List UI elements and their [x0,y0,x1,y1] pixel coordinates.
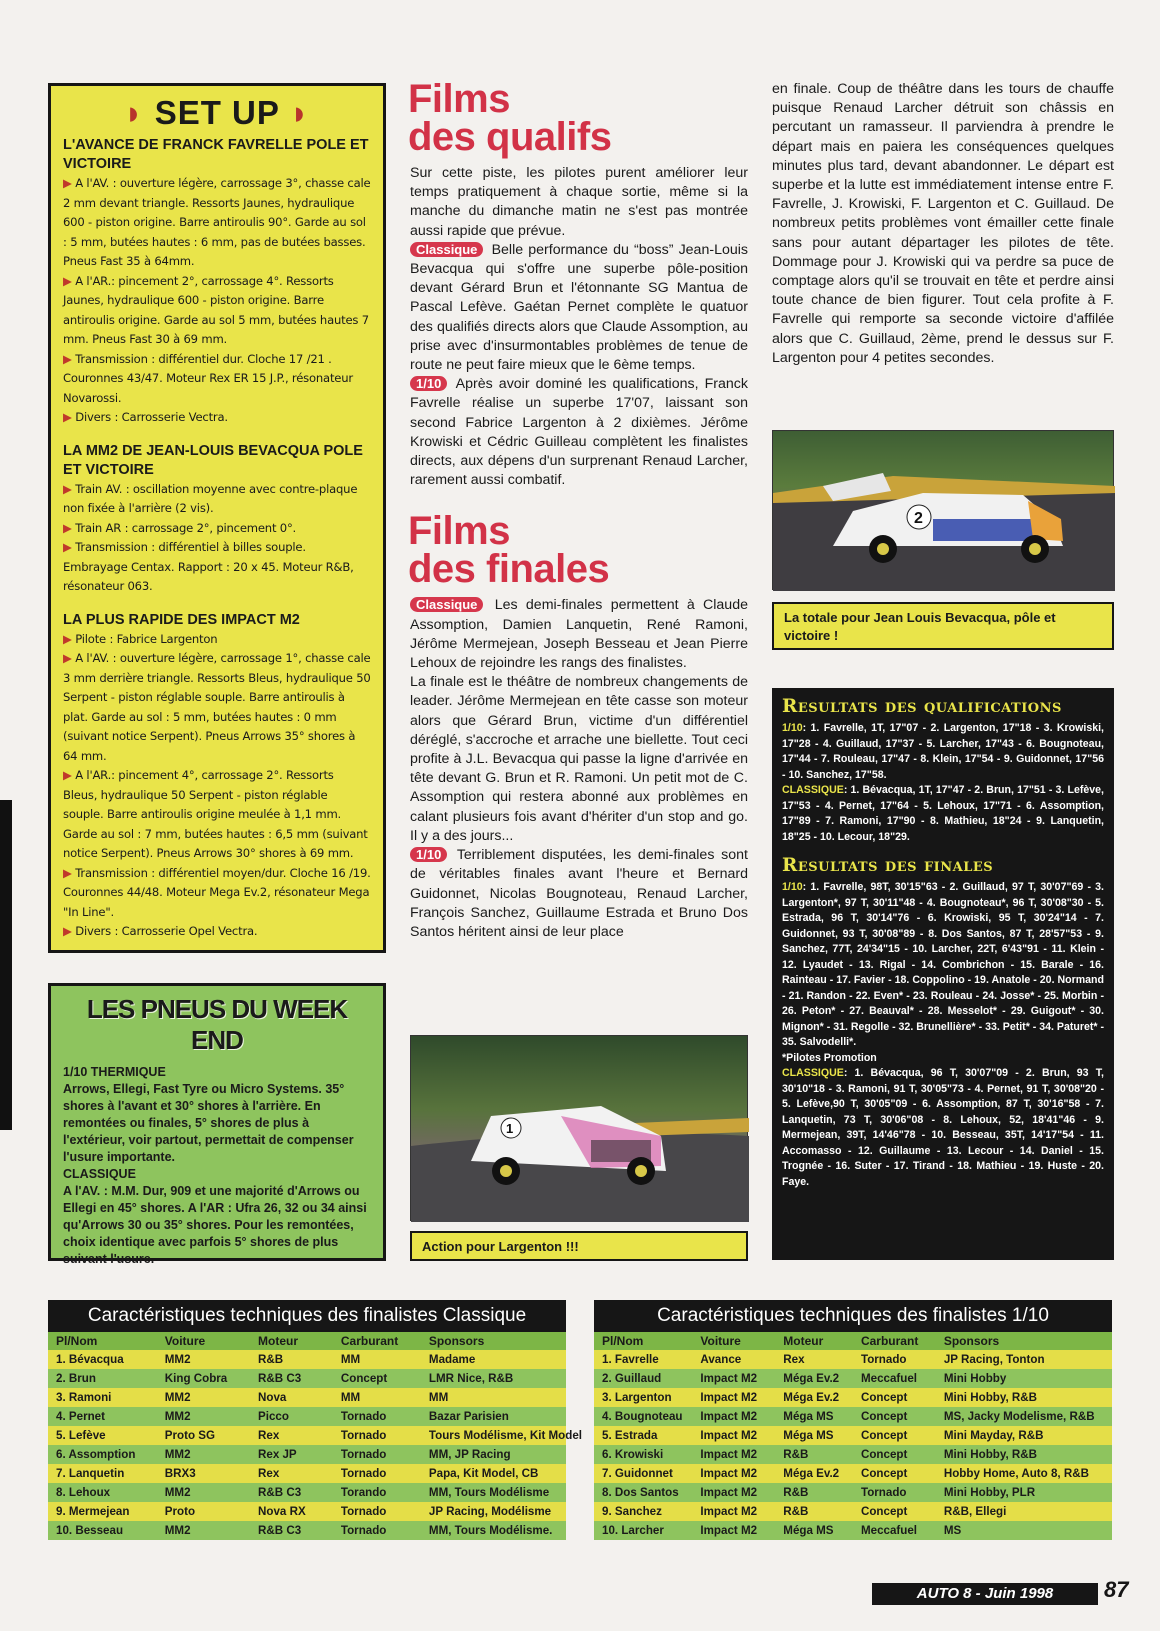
table-cell: Bazar Parisien [421,1407,566,1426]
table-cell: BRX3 [157,1464,250,1483]
table-cell: Concept [333,1369,421,1388]
setup-favrelle-trans: Transmission : différentiel dur. Cloche 17 /21 . Couronnes 43/47. Moteur Rex ER 15 J.P., résonateur Novarossi. [63,351,353,405]
promotion-note: *Pilotes Promotion [782,1051,877,1064]
photo-caption-largenton: Action pour Largenton !!! [410,1231,748,1261]
table-cell: Méga MS [775,1407,853,1426]
table-row [48,1407,566,1426]
tenth-scale-tag: 1/10 [410,376,447,391]
setup-impact-ar: A l'AR.: pincement 4°, carrossage 2°. Ressorts Bleus, hydraulique 50 Serpent - piston réglable souple. Barre antiroulis origine meulée à 1,1 mm. Garde au sol : 7 mm, butées hautes : 6,5 mm (suivant notice Serpent). Pneus Arrows 30° shores à 69 mm. [63,768,368,860]
svg-text:2: 2 [914,510,923,527]
race-car-photo-largenton [410,1035,748,1221]
finales-p3: Terriblement disputées, les demi-finales sont de véritables finales avant l'heure et Bernard Guidonnet, Nicolas Bougnoteau, Renaud Larcher, François Sanchez, Guillaume Estrada et Bruno Dos Santos héritent ainsi de leur place [410,847,748,940]
table-cell: 3. Ramoni [48,1388,157,1407]
setup-bevacqua-trans: Transmission : différentiel à billes souple. Embrayage Centax. Rapport : 20 x 45. Moteur R&B, résonateur 063. [63,540,354,593]
table-cell: Tours Modélisme, Kit Model [421,1426,566,1445]
table-cell: Concept [853,1388,936,1407]
final-results-110: : 1. Favrelle, 98T, 30'15"63 - 2. Guillaud, 97 T, 30'07"69 - 3. Largenton*, 97 T, 30'11"48 - 4. Bougnoteau*, 96 T, 30'08"30 - 5. Estrada, 96 T, 30'14"76 - 6. Krowiski, 95 T, 30'24"14 - 7. Guidonnet, 93 T, 30'08"89 - 8. Dos Santos, 87 T, 28'57"53 - 9. Sanchez, 77T, 24'34"15 - 10. Larcher, 22T, 6'43"91 - 11. Klein - 12. Lyaudet - 13. Rigal - 14. Combrichon - 15. Barale - 16. Rainteau - 17. Favier - 18. Coppolino - 19. Anatole - 20. Normand - 21. Randon - 22. Even* - 23. Rouleau - 24. Josse* - 25. Morbin - 26. Peton* - 27. Beauval* - 28. Messelot* - 29. Guigout* - 30. Mignon* - 31. Regolle - 32. Brunellière* - 33. Petit* - 34. Paturet* - 35. Salvodelli*. [782,881,1105,1048]
table-cell: 4. Pernet [48,1407,157,1426]
tyres-classique-text: A l'AV. : M.M. Dur, 909 et une majorité d'Arrows ou Ellegi en 45° shores. A l'AR : Ufra 26, 32 ou 34 ainsi qu'Arrows 30 ou 35° shores. Pour les remontées, choix identique avec parfois 5° shores de plus suivant l'usure. [63,1184,367,1266]
table-cell: Impact M2 [692,1369,775,1388]
table-cell: Méga MS [775,1521,853,1540]
table-cell: Méga Ev.2 [775,1369,853,1388]
setup-impact-av: A l'AV. : ouverture légère, carrossage 1°, chasse cale 3 mm derrière triangle. Ressorts Bleus, hydraulique 50 Serpent - piston réglable souple. Barre antiroulis à plat. Garde au sol : 5 mm, butées hautes : 0 mm (suivant notice Serpent). Pneus Arrows 35° shores à 64 mm. [63,651,371,763]
table-cell: 6. Assomption [48,1445,157,1464]
race-car-photo-bevacqua [772,430,1114,590]
table-row [594,1483,1112,1502]
table-cell: Tornado [333,1464,421,1483]
setup-title: ◗ SET UP ◗ [123,94,311,131]
table-cell: Rex [775,1350,853,1369]
table-cell: Mini Hobby [936,1369,1112,1388]
setup-impact-divers: Divers : Carrosserie Opel Vectra. [75,924,258,938]
table-cell: Impact M2 [692,1407,775,1426]
table-cell: MM, JP Racing [421,1445,566,1464]
table-cell: 4. Bougnoteau [594,1407,692,1426]
table-cell: 9. Mermejean [48,1502,157,1521]
classique-tag: Classique [410,597,483,612]
table-header-cell: Pl/Nom [594,1332,692,1350]
setup-box: ◗ SET UP ◗ L'AVANCE DE FRANCK FAVRELLE POLE ET VICTOIRE ▶ A l'AV. : ouverture légère, carrossage 3°, chasse cale 2 mm devant triangle. Ressorts Jaunes, hydraulique 600 - piston origine. Barre antiroulis 90°. Garde au sol : 5 mm, butées hautes : 6 mm, pas de butées basses. Pneus Fast 35 à 64mm. ▶ A l'AR.: pincement 2°, carrossage 4°. Ressorts Jaunes, hydraulique 600 - piston origine. Barre antiroulis origine. Garde au sol 5 mm, butées hautes 7 mm. Pneus Fast 30 à 69 mm. ▶ Transmission : différentiel dur. Cloche 17 /21 . Couronnes 43/47. Moteur Rex ER 15 J.P., résonateur Novarossi. ▶ Divers : Carrosserie Vectra. LA MM2 DE JEAN-LOUIS BEVACQUA POLE ET VICTOIRE ▶ Train AV. : oscillation moyenne avec contre-plaque non fixée à l'arrière (2 vis). ▶ Train AR : carrossage 2°, pincement 0°. ▶ Transmission : différentiel à billes souple. Embrayage Centax. Rapport : 20 x 45. Moteur R&B, résonateur 063. LA PLUS RAPIDE DES IMPACT M2 ▶ Pilote : Fabrice Largenton ▶ A l'AV. : ouverture légère, carrossage 1°, chasse cale 3 mm derrière triangle. Ressorts Bleus, hydraulique 50 Serpent - piston réglable souple. Barre antiroulis à plat. Garde au sol : 5 mm, butées hautes : 0 mm (suivant notice Serpent). Pneus Arrows 35° shores à 64 mm. ▶ A l'AR.: pincement 4°, carrossage 2°. Ressorts Bleus, hydraulique 50 Serpent - piston réglable souple. Barre antiroulis origine meulée à 1,1 mm. Garde au sol : 7 mm, butées hautes : 6,5 mm (suivant notice Serpent). Pneus Arrows 30° shores à 69 mm. ▶ Transmission : différentiel moyen/dur. Cloche 16 /19. Couronnes 44/48. Moteur Mega Ev.2, résonateur Mega "In Line". ▶ Divers : Carrosserie Opel Vectra. [48,83,386,953]
setup-favrelle-divers: Divers : Carrosserie Vectra. [75,410,228,424]
table-row [48,1502,566,1521]
qualif-results-classique: : 1. Bévacqua, 1T, 17"47 - 2. Brun, 17"51 - 3. Lefève, 17"53 - 4. Pernet, 17"64 - 5. Lehoux, 17"71 - 6. Assomption, 17"89 - 7. Ramoni, 17"90 - 8. Mathieu, 18"24 - 9. Lanquetin, 18"25 - 10. Lecour, 18"29. [782,784,1104,843]
table-cell: 5. Estrada [594,1426,692,1445]
results-label: 1/10 [782,881,803,893]
table-cell: MM2 [157,1388,250,1407]
table-row [594,1502,1112,1521]
final-results-classique: : 1. Bévacqua, 96 T, 30'07"09 - 2. Brun, 93 T, 30'10"18 - 3. Ramoni, 91 T, 30'05"73 - 4. Pernet, 91 T, 30'08"20 - 5. Lefève,90 T, 30'05"09 - 6. Assomption, 87 T, 30'16"58 - 7. Lanquetin, 73 T, 30'06"08 - 8. Lehoux, 52, 18'41"46 - 9. Mermejean, 39T, 14'46"78 - 10. Besseau, 35T, 14'17"54 - 11. Accomasso - 12. Guillaume - 13. Lecour - 14. Daniel - 15. Trognée - 16. Suter - 17. Tirand - 18. Mathieu - 19. Huste - 20. Faye. [782,1067,1104,1188]
table-cell: JP Racing, Modélisme [421,1502,566,1521]
table-cell: Proto [157,1502,250,1521]
qualifs-classique-text: Belle performance du “boss” Jean-Louis Bevacqua qui s'offre une superbe pôle-position devant Gérard Brun et l'étonnante SG Mantua de Pascal Lefève. Gaétan Pernet complète le quatuor des qualifiés directs alors que Claude Assomption, au prise avec d'insurmontables problèmes de tenue de route ne peut faire mieux que le 6ème temps. [410,241,748,374]
table-row [48,1426,566,1445]
qualifs-intro: Sur cette piste, les pilotes purent améliorer leur temps pratiquement à chaque sortie, même si la manche du dimanche matin ne s'est pas montrée aussi rapide que prévue. [410,165,748,239]
table-cell: R&B [775,1502,853,1521]
table-cell: Mini Mayday, R&B [936,1426,1112,1445]
table-cell: MM [333,1350,421,1369]
setup-impact-heading: LA PLUS RAPIDE DES IMPACT M2 [63,611,300,628]
table-cell: 8. Dos Santos [594,1483,692,1502]
table-cell: 6. Krowiski [594,1445,692,1464]
table-row [594,1407,1112,1426]
table-header-cell: Carburant [333,1332,421,1350]
table-cell: Nova [250,1388,333,1407]
article-column-middle [408,77,748,942]
final-results-title: Resultats des finales [782,855,994,876]
table-cell: Impact M2 [692,1502,775,1521]
table-cell: Impact M2 [692,1426,775,1445]
table-cell: King Cobra [157,1369,250,1388]
table-classique [48,1300,583,1540]
table-header-cell: Voiture [692,1332,775,1350]
table-header-cell: Carburant [853,1332,936,1350]
table-cell: 1. Favrelle [594,1350,692,1369]
table-cell: Avance [692,1350,775,1369]
table-cell: MM2 [157,1407,250,1426]
qualif-results-110: : 1. Favrelle, 1T, 17"07 - 2. Largenton, 17"18 - 3. Krowiski, 17"28 - 4. Guillaud, 17"37 - 5. Larcher, 17"43 - 6. Bougnoteau, 17"44 - 7. Rouleau, 17"47 - 8. Klein, 17"54 - 9. Guidonnet, 17"56 - 10. Sanchez, 17"58. [782,722,1104,781]
setup-bevacqua-av: Train AV. : oscillation moyenne avec contre-plaque non fixée à l'arrière (2 vis). [63,481,358,515]
table-cell: Tornado [333,1521,421,1540]
table-cell: MS, Jacky Modelisme, R&B [936,1407,1112,1426]
table-cell: Tornado [333,1445,421,1464]
table-cell: Méga Ev.2 [775,1464,853,1483]
table-cell: 7. Lanquetin [48,1464,157,1483]
table-classique-title: Caractéristiques techniques des finalistes Classique [48,1300,566,1332]
table-cell: LMR Nice, R&B [421,1369,566,1388]
finales-p2: La finale est le théâtre de nombreux changements de leader. Jérôme Mermejean en tête casse son moteur alors que Gérard Brun, victime d'un différentiel déréglé, s'accroche et arrache une biellette. Tout ceci profite à J.L. Bevacqua qui passe la ligne d'arrivée en tête devant G. Brun et R. Ramoni. Un petit mot de C. Assomption qui restera abonné aux problèmes en calant plusieurs fois avant d'hériter d'un stop and go. Il y a des jours... [410,674,748,844]
table-cell: Impact M2 [692,1521,775,1540]
table-cell: 10. Larcher [594,1521,692,1540]
table-cell: Hobby Home, Auto 8, R&B [936,1464,1112,1483]
table-cell: R&B, Ellegi [936,1502,1112,1521]
table-row [594,1369,1112,1388]
table-cell: Impact M2 [692,1445,775,1464]
magazine-footer: AUTO 8 - Juin 1998 [872,1583,1098,1605]
page-edge-decoration [0,800,12,1130]
table-cell: MS [936,1521,1112,1540]
table-cell: 10. Besseau [48,1521,157,1540]
table-cell: 7. Guidonnet [594,1464,692,1483]
table-cell: MM [333,1388,421,1407]
table-cell: Mini Hobby, PLR [936,1483,1112,1502]
race-car-illustration [773,431,1115,591]
table-row [48,1388,566,1407]
table-cell: 2. Guillaud [594,1369,692,1388]
table-cell: MM2 [157,1445,250,1464]
setup-impact-trans: Transmission : différentiel moyen/dur. Cloche 16 /19. Couronnes 44/48. Moteur Mega Ev.2, résonateur Mega "In Line". [63,865,371,919]
table-cell: Meccafuel [853,1369,936,1388]
table-cell: Impact M2 [692,1483,775,1502]
table-cell: Impact M2 [692,1388,775,1407]
table-cell: R&B [250,1350,333,1369]
tyres-classique-heading: CLASSIQUE [63,1167,136,1181]
table-cell: Concept [853,1502,936,1521]
classique-tag: Classique [410,242,483,257]
setup-favrelle-av: A l'AV. : ouverture légère, carrossage 3°, chasse cale 2 mm devant triangle. Ressorts Jaunes, hydraulique 600 - piston origine. Barre antiroulis 90°. Garde au sol : 5 mm, butées hautes : 6 mm, pas de butées basses. Pneus Fast 35 à 64mm. [63,176,371,268]
table-cell: Tornado [853,1483,936,1502]
table-header-cell: Sponsors [936,1332,1112,1350]
table-cell: Papa, Kit Model, CB [421,1464,566,1483]
table-cell: 8. Lehoux [48,1483,157,1502]
table-cell: Madame [421,1350,566,1369]
setup-bevacqua-ar: Train AR : carrossage 2°, pincement 0°. [75,520,297,535]
table-cell: Tornado [853,1350,936,1369]
table-cell: Concept [853,1445,936,1464]
table-cell: Rex [250,1426,333,1445]
table-row [594,1445,1112,1464]
table-row [48,1464,566,1483]
table-header-cell: Sponsors [421,1332,566,1350]
table-cell: MM2 [157,1483,250,1502]
results-label: CLASSIQUE [782,784,844,796]
table-cell: 2. Brun [48,1369,157,1388]
setup-bevacqua-heading: LA MM2 DE JEAN-LOUIS BEVACQUA POLE ET VICTOIRE [63,442,363,478]
table-cell: Tornado [333,1502,421,1521]
table-cell: Méga Ev.2 [775,1388,853,1407]
table-cell: Picco [250,1407,333,1426]
qualifs-110-text: Après avoir dominé les qualifications, Franck Favrelle réalise un superbe 17'07, laissant son second Fabrice Largenton à 2 dixièmes. Jérôme Krowiski et Cédric Guilleau complètent les finalistes directs, aux dépens d'un surprenant Renaud Larcher, rarement aussi combatif. [410,376,748,489]
table-tenth-scale [594,1300,1112,1540]
setup-favrelle-ar: A l'AR.: pincement 2°, carrossage 4°. Ressorts Jaunes, hydraulique 600 - piston origine. Barre antiroulis origine. Garde au sol 5 mm, butées hautes 7 mm. Pneus Fast 30 à 69 mm. [63,273,369,346]
tyres-box [48,983,386,1266]
table-header-cell: Pl/Nom [48,1332,157,1350]
table-cell: Tornado [333,1407,421,1426]
setup-favrelle-heading: L'AVANCE DE FRANCK FAVRELLE POLE ET VICTOIRE [63,137,369,172]
table-cell: R&B C3 [250,1369,333,1388]
table-row [594,1388,1112,1407]
table-row [48,1369,566,1388]
table-cell: R&B C3 [250,1521,333,1540]
finales-p4: en finale. Coup de théâtre dans les tours de chauffe puisque Renaud Larcher détruit son châssis en percutant un ramasseur. Il parviendra à prendre le départ mais en paiera les conséquences quelques minutes plus tard, devant abandonner. Le départ est superbe et la lutte est immédiatement intense entre F. Favrelle, J. Krowiski, F. Largenton et C. Guillaud. De nombreux petits problèmes vont émailler cette finale sans pour autant départager les pilotes de tête. Dommage pour J. Krowiski qui va perdre sa puce de comptage alors qu'il se trouvait en tête et perdre ainsi toute chance de bien figurer. Tout cela profite à F. Favrelle qui remporte sa seconde victoire d'affilée alors que C. Guillaud, 2ème, prend le dessus sur F. Largenton pour 4 petites secondes. [772,81,1114,366]
finales-p1: Les demi-finales permettent à Claude Assomption, Damien Lanquetin, René Ramoni, Jérôme Mermejean, Joseph Besseau et Jean Pierre Lehoux de rejoindre les rangs des finalistes. [410,597,748,672]
page-number: 87 [1104,1577,1129,1602]
table-header-cell: Moteur [250,1332,333,1350]
table-cell: Proto SG [157,1426,250,1445]
table-cell: 1. Bévacqua [48,1350,157,1369]
finales-title: Films des finales [408,509,610,592]
tyres-title: LES PNEUS DU WEEK END [86,994,348,1055]
table-row [48,1350,566,1369]
table-tenth-scale-title: Caractéristiques techniques des finalistes 1/10 [594,1300,1112,1332]
svg-text:1: 1 [506,1121,514,1136]
table-cell: MM2 [157,1521,250,1540]
results-label: CLASSIQUE [782,1067,844,1079]
tenth-scale-tag: 1/10 [410,847,447,862]
table-row [594,1464,1112,1483]
table-cell: Concept [853,1407,936,1426]
table-cell: Méga MS [775,1426,853,1445]
table-row [594,1426,1112,1445]
qualifs-title: Films des qualifs [408,77,612,159]
table-cell: MM, Tours Modélisme [421,1483,566,1502]
table-cell: Mini Hobby, R&B [936,1388,1112,1407]
results-box [772,688,1114,1260]
table-cell: Nova RX [250,1502,333,1521]
table-cell: Mini Hobby, R&B [936,1445,1112,1464]
tyres-110-heading: 1/10 THERMIQUE [63,1065,166,1079]
race-car-illustration [411,1036,749,1222]
table-cell: MM [421,1388,566,1407]
table-cell: Rex [250,1464,333,1483]
table-row [48,1445,566,1464]
table-cell: Concept [853,1426,936,1445]
photo-caption-bevacqua: La totale pour Jean Louis Bevacqua, pôle et victoire ! [772,602,1114,650]
table-cell: R&B C3 [250,1483,333,1502]
table-row [48,1521,566,1540]
tyres-110-text: Arrows, Ellegi, Fast Tyre ou Micro Systems. 35° shores à l'avant et 30° shores à l'arrière. En remontées ou finales, 5° shores de plus à l'extérieur, voir partout, permettait de compenser l'usure importante. [63,1082,354,1164]
table-row [594,1521,1112,1540]
table-cell: Torando [333,1483,421,1502]
table-header-cell: Moteur [775,1332,853,1350]
qualif-results-title: Resultats des qualifications [782,696,1062,717]
setup-impact-pilote: Pilote : Fabrice Largenton [75,631,218,646]
table-cell: 5. Lefève [48,1426,157,1445]
table-cell: Concept [853,1464,936,1483]
table-cell: JP Racing, Tonton [936,1350,1112,1369]
table-cell: 9. Sanchez [594,1502,692,1521]
table-cell: R&B [775,1483,853,1502]
table-row [594,1350,1112,1369]
table-cell: Tornado [333,1426,421,1445]
table-cell: Meccafuel [853,1521,936,1540]
table-cell: R&B [775,1445,853,1464]
table-cell: MM2 [157,1350,250,1369]
table-cell: Rex JP [250,1445,333,1464]
results-label: 1/10 [782,722,803,734]
table-row [48,1483,566,1502]
table-cell: MM, Tours Modélisme. [421,1521,566,1540]
article-column-right [772,80,1114,368]
table-cell: 3. Largenton [594,1388,692,1407]
table-header-cell: Voiture [157,1332,250,1350]
table-cell: Impact M2 [692,1464,775,1483]
